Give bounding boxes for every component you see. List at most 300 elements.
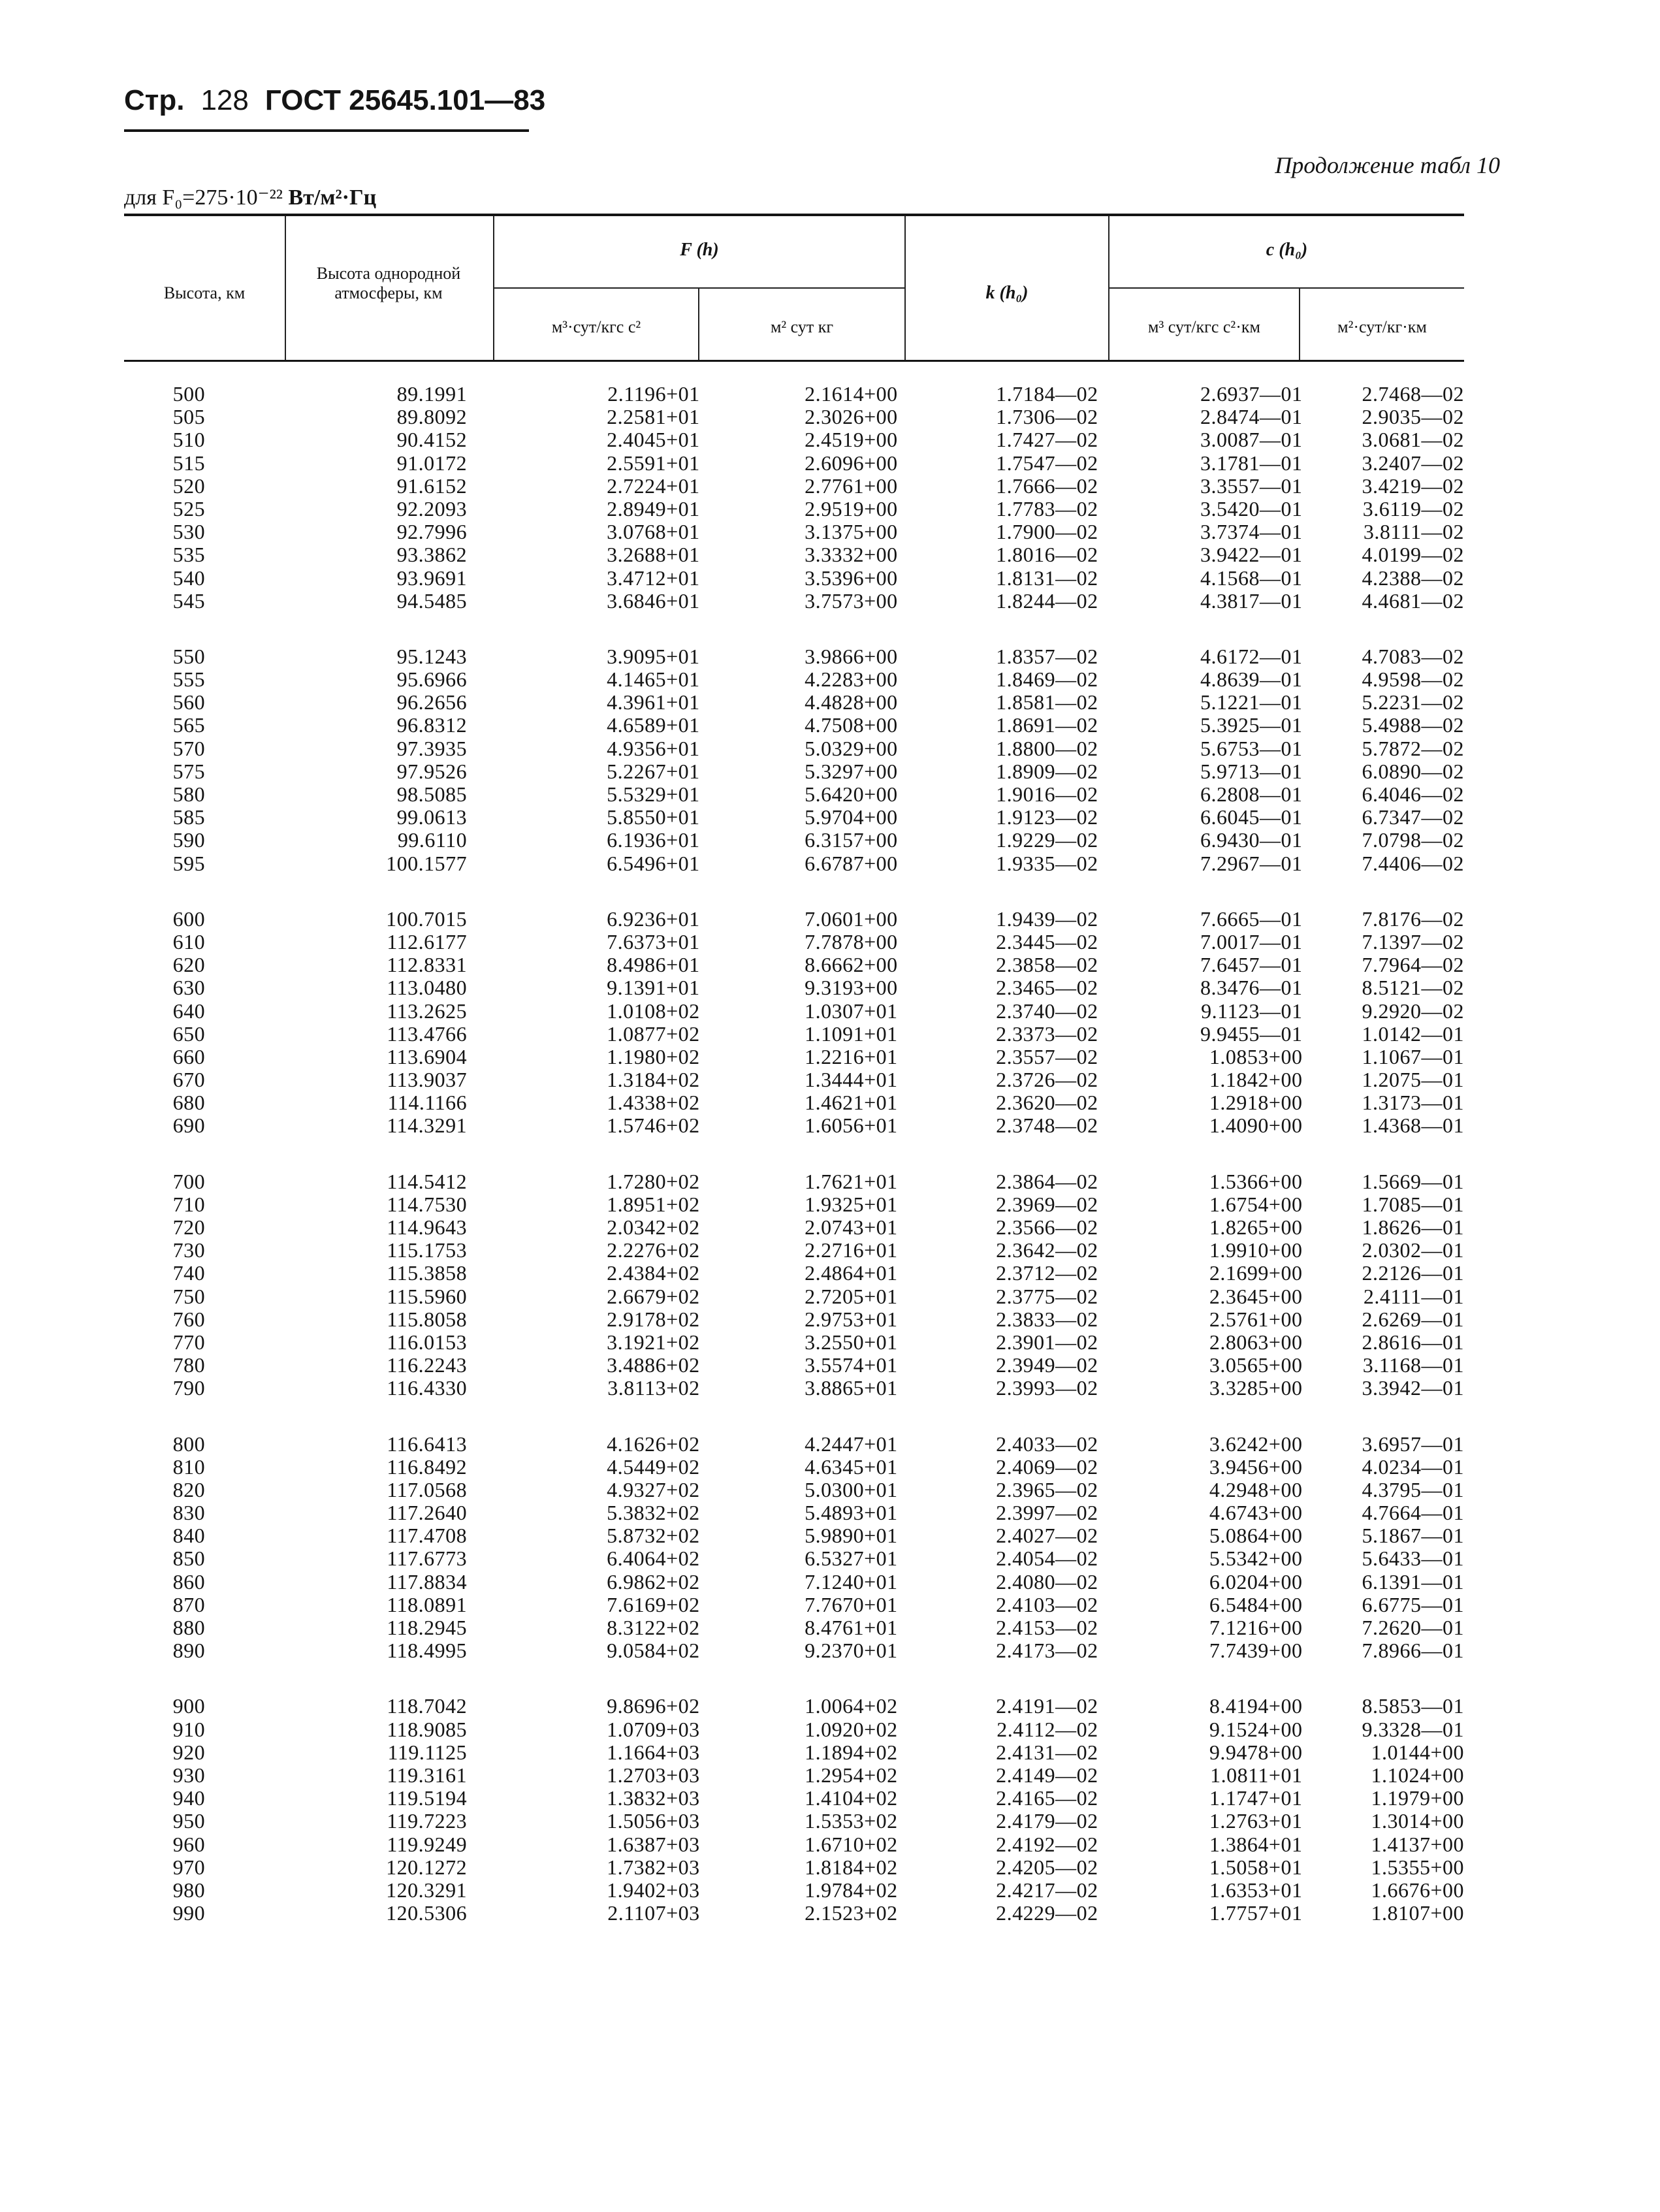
table-cell: 3.1921+02 (607, 1330, 700, 1354)
table-row (124, 908, 1464, 931)
table-cell: 670 (172, 1068, 206, 1092)
table-cell: 2.5761+00 (1209, 1307, 1303, 1331)
f-subheader-rule (494, 287, 904, 289)
table-cell: 8.4761+01 (805, 1616, 898, 1639)
table-cell: 2.3901—02 (996, 1330, 1098, 1354)
table-cell: 4.9356+01 (607, 736, 700, 760)
table-row (124, 1091, 1464, 1114)
table-cell: 118.0891 (387, 1592, 468, 1616)
table-row (124, 1114, 1464, 1137)
table-row (124, 1764, 1464, 1787)
table-cell: 1.7382+03 (607, 1855, 700, 1879)
table-row (124, 806, 1464, 829)
table-cell: 6.4064+02 (607, 1547, 700, 1571)
table-cell: 880 (172, 1616, 206, 1639)
table-cell: 2.7224+01 (607, 473, 700, 498)
table-row (124, 954, 1464, 976)
table-cell: 4.3817—01 (1200, 588, 1303, 613)
table-cell: 113.0480 (387, 976, 468, 1000)
table-cell: 6.9430—01 (1200, 828, 1303, 852)
table-cell: 100.1577 (386, 851, 468, 875)
table-cell: 1.4338+02 (607, 1091, 700, 1115)
table-row (124, 1833, 1464, 1856)
table-cell: 9.0584+02 (607, 1639, 700, 1663)
table-cell: 2.1699+00 (1209, 1261, 1303, 1285)
table-cell: 7.2967—01 (1200, 851, 1303, 875)
table-cell: 5.9890+01 (805, 1524, 898, 1548)
row-group (124, 908, 1464, 1138)
table-cell: 2.4519+00 (805, 428, 898, 452)
table-cell: 2.3645+00 (1209, 1284, 1303, 1308)
table-cell: 2.4229—02 (996, 1901, 1098, 1925)
page-header (124, 84, 545, 117)
table-cell: 1.1067—01 (1362, 1044, 1464, 1068)
table-cell: 6.9862+02 (607, 1569, 700, 1594)
table-cell: 770 (172, 1330, 206, 1354)
table-cell: 505 (172, 405, 206, 429)
table-row (124, 1695, 1464, 1718)
table-cell: 6.6775—01 (1362, 1592, 1464, 1616)
table-cell: 500 (172, 382, 206, 406)
table-row (124, 1262, 1464, 1285)
table-cell: 95.1243 (396, 644, 468, 668)
table-row (124, 1331, 1464, 1354)
table-cell: 117.2640 (387, 1501, 468, 1525)
table-cell: 1.8107+00 (1371, 1901, 1464, 1925)
table-cell: 1.9016—02 (996, 782, 1098, 806)
table-cell: 91.6152 (396, 473, 468, 498)
table-cell: 5.5342+00 (1209, 1547, 1303, 1571)
table-cell: 1.8909—02 (996, 759, 1098, 783)
table-cell: 9.1391+01 (607, 976, 700, 1000)
table-cell: 2.0743+01 (805, 1215, 898, 1239)
table-cell: 2.4045+01 (607, 428, 700, 452)
table-cell: 2.6096+00 (805, 451, 898, 475)
table-cell: 4.0234—01 (1362, 1454, 1464, 1479)
table-cell: 1.8626—01 (1362, 1215, 1464, 1239)
table-cell: 98.5085 (396, 782, 468, 806)
page-prefix: Стр. (124, 84, 185, 116)
table-cell: 7.7670+01 (805, 1592, 898, 1616)
table-cell: 595 (172, 851, 206, 875)
table-cell: 1.2703+03 (607, 1763, 700, 1787)
table-cell: 5.6420+00 (805, 782, 898, 806)
table-cell: 2.3858—02 (996, 953, 1098, 977)
table-row (124, 1787, 1464, 1810)
table-cell: 6.0890—02 (1362, 759, 1464, 783)
table-cell: 6.6045—01 (1200, 805, 1303, 829)
table-cell: 5.4893+01 (805, 1501, 898, 1525)
table-cell: 2.4153—02 (996, 1616, 1098, 1639)
table-cell: 700 (172, 1169, 206, 1193)
table-cell: 570 (172, 736, 206, 760)
table-cell: 650 (172, 1021, 206, 1046)
table-row (124, 1285, 1464, 1308)
table-row (124, 406, 1464, 428)
col-header-scale-height: Высота однородной атмосферы, км (316, 264, 461, 302)
table-cell: 7.6373+01 (607, 929, 700, 954)
table-cell: 970 (172, 1855, 206, 1879)
table-cell: 550 (172, 644, 206, 668)
page-number: 128 (200, 84, 249, 116)
table-cell: 910 (172, 1717, 206, 1741)
table-cell: 900 (172, 1694, 206, 1718)
table-cell: 4.6743+00 (1209, 1501, 1303, 1525)
table-cell: 114.5412 (387, 1169, 468, 1193)
table-cell: 9.9478+00 (1209, 1740, 1303, 1764)
table-cell: 115.8058 (387, 1307, 468, 1331)
table-cell: 4.2948+00 (1209, 1477, 1303, 1501)
table-cell: 8.5853—01 (1362, 1694, 1464, 1718)
table-cell: 1.7666—02 (996, 473, 1098, 498)
table-cell: 1.6710+02 (805, 1832, 898, 1856)
table-cell: 3.6242+00 (1209, 1432, 1303, 1456)
table-subtitle (124, 184, 376, 210)
table-cell: 1.0920+02 (805, 1717, 898, 1741)
row-group (124, 383, 1464, 613)
table-cell: 2.3726—02 (996, 1068, 1098, 1092)
table-cell: 5.6433—01 (1362, 1547, 1464, 1571)
table-cell: 510 (172, 428, 206, 452)
table-row (124, 783, 1464, 806)
table-cell: 2.9035—02 (1362, 405, 1464, 429)
table-cell: 3.0768+01 (607, 520, 700, 544)
table-cell: 1.2075—01 (1362, 1068, 1464, 1092)
table-cell: 8.4194+00 (1209, 1694, 1303, 1718)
table-cell: 1.7547—02 (996, 451, 1098, 475)
table-cell: 89.1991 (396, 382, 468, 406)
table-cell: 2.2581+01 (607, 405, 700, 429)
table-cell: 6.9236+01 (607, 906, 700, 931)
table-cell: 1.6676+00 (1371, 1878, 1464, 1902)
table-cell: 2.3997—02 (996, 1501, 1098, 1525)
table-cell: 1.8469—02 (996, 667, 1098, 692)
table-cell: 120.5306 (386, 1901, 468, 1925)
table-cell: 118.4995 (387, 1639, 468, 1663)
table-cell: 120.1272 (386, 1855, 468, 1879)
col-header-f-unit2: м² сут кг (770, 317, 834, 336)
table-row (124, 668, 1464, 691)
table-row (124, 1377, 1464, 1400)
table-row (124, 1902, 1464, 1925)
table-row (124, 498, 1464, 521)
table-cell: 2.3566—02 (996, 1215, 1098, 1239)
table-cell: 640 (172, 999, 206, 1023)
table-row (124, 1594, 1464, 1616)
table-cell: 114.3291 (387, 1114, 468, 1138)
table-cell: 585 (172, 805, 206, 829)
table-cell: 3.1168—01 (1362, 1353, 1464, 1377)
table-cell: 2.4217—02 (996, 1878, 1098, 1902)
table-cell: 1.0108+02 (607, 999, 700, 1023)
table-cell: 2.3965—02 (996, 1477, 1098, 1501)
table-cell: 1.5366+00 (1209, 1169, 1303, 1193)
table-cell: 8.3476—01 (1200, 976, 1303, 1000)
table-cell: 97.3935 (396, 736, 468, 760)
table-cell: 2.3557—02 (996, 1044, 1098, 1068)
table-cell: 113.6904 (387, 1044, 468, 1068)
table-cell: 3.8113+02 (607, 1376, 700, 1400)
table-cell: 1.1747+01 (1209, 1786, 1303, 1810)
table-cell: 7.2620—01 (1362, 1616, 1464, 1639)
table-cell: 9.3328—01 (1362, 1717, 1464, 1741)
table-cell: 3.0087—01 (1200, 428, 1303, 452)
table-row (124, 1571, 1464, 1594)
table-cell: 2.4111—01 (1363, 1284, 1464, 1308)
table-cell: 2.7468—02 (1362, 382, 1464, 406)
table-cell: 6.5496+01 (607, 851, 700, 875)
table-cell: 2.4069—02 (996, 1454, 1098, 1479)
table-row (124, 1433, 1464, 1456)
table-cell: 2.3969—02 (996, 1192, 1098, 1216)
table-cell: 4.1626+02 (607, 1432, 700, 1456)
table-cell: 2.0302—01 (1362, 1238, 1464, 1262)
table-cell: 4.5449+02 (607, 1454, 700, 1479)
table-cell: 530 (172, 520, 206, 544)
table-cell: 7.0798—02 (1362, 828, 1464, 852)
table-cell: 7.6457—01 (1200, 953, 1303, 977)
table-cell: 3.6846+01 (607, 588, 700, 613)
table-row (124, 1718, 1464, 1741)
table-cell: 2.4149—02 (996, 1763, 1098, 1787)
table-cell: 1.4090+00 (1209, 1114, 1303, 1138)
table-cell: 3.5396+00 (805, 566, 898, 590)
table-cell: 1.1894+02 (805, 1740, 898, 1764)
table-cell: 3.3942—01 (1362, 1376, 1464, 1400)
table-cell: 90.4152 (396, 428, 468, 452)
table-cell: 7.8966—01 (1362, 1639, 1464, 1663)
table-cell: 1.6353+01 (1209, 1878, 1303, 1902)
table-cell: 1.0853+00 (1209, 1044, 1303, 1068)
table-cell: 2.8474—01 (1200, 405, 1303, 429)
table-cell: 1.3864+01 (1209, 1832, 1303, 1856)
table-cell: 4.8639—01 (1200, 667, 1303, 692)
table-cell: 9.1524+00 (1209, 1717, 1303, 1741)
table-cell: 5.5329+01 (607, 782, 700, 806)
table-cell: 1.2216+01 (805, 1044, 898, 1068)
table-cell: 1.4137+00 (1371, 1832, 1464, 1856)
table-cell: 3.2550+01 (805, 1330, 898, 1354)
table-cell: 3.0681—02 (1362, 428, 1464, 452)
table-cell: 1.9335—02 (996, 851, 1098, 875)
table-cell: 7.1397—02 (1362, 929, 1464, 954)
table-continuation-label: Продолжение табл 10 (1275, 152, 1500, 178)
table-cell: 3.9456+00 (1209, 1454, 1303, 1479)
table-cell: 3.1375+00 (805, 520, 898, 544)
row-group (124, 645, 1464, 875)
table-cell: 5.3925—01 (1200, 713, 1303, 737)
table-cell: 4.1568—01 (1200, 566, 1303, 590)
table-row (124, 383, 1464, 406)
table-cell: 119.3161 (387, 1763, 468, 1787)
table-cell: 800 (172, 1432, 206, 1456)
table-cell: 1.9784+02 (805, 1878, 898, 1902)
table-cell: 3.3332+00 (805, 543, 898, 567)
table-cell: 590 (172, 828, 206, 852)
table-cell: 2.3864—02 (996, 1169, 1098, 1193)
table-cell: 7.1240+01 (805, 1569, 898, 1594)
table-cell: 1.7280+02 (607, 1169, 700, 1193)
table-cell: 5.0329+00 (805, 736, 898, 760)
table-cell: 1.9325+01 (805, 1192, 898, 1216)
table-cell: 2.3740—02 (996, 999, 1098, 1023)
table-cell: 2.4191—02 (996, 1694, 1098, 1718)
table-cell: 2.3642—02 (996, 1238, 1098, 1262)
table-cell: 3.6957—01 (1362, 1432, 1464, 1456)
table-cell: 5.2231—02 (1362, 690, 1464, 714)
table-cell: 112.8331 (387, 953, 468, 977)
table-cell: 1.3184+02 (607, 1068, 700, 1092)
table-cell: 1.3832+03 (607, 1786, 700, 1810)
table-row (124, 1170, 1464, 1193)
table-row (124, 852, 1464, 875)
table-cell: 2.9178+02 (607, 1307, 700, 1331)
table-cell: 6.1391—01 (1362, 1569, 1464, 1594)
table-cell: 2.8949+01 (607, 496, 700, 521)
table-cell: 114.1166 (387, 1091, 468, 1115)
table-cell: 5.0864+00 (1209, 1524, 1303, 1548)
table-cell: 96.2656 (396, 690, 468, 714)
table-cell: 690 (172, 1114, 206, 1138)
table-cell: 1.1091+01 (805, 1021, 898, 1046)
col-header-altitude: Высота, км (163, 283, 246, 302)
table-cell: 8.3122+02 (607, 1616, 700, 1639)
table-row (124, 567, 1464, 590)
table-cell: 2.4103—02 (996, 1592, 1098, 1616)
table-cell: 9.2370+01 (805, 1639, 898, 1663)
table-cell: 3.0565+00 (1209, 1353, 1303, 1377)
table-cell: 92.2093 (396, 496, 468, 521)
table-cell: 2.3949—02 (996, 1353, 1098, 1377)
table-cell: 2.3833—02 (996, 1307, 1098, 1331)
table-cell: 2.4384+02 (607, 1261, 700, 1285)
table-cell: 1.3014+00 (1371, 1809, 1464, 1833)
table-cell: 8.4986+01 (607, 953, 700, 977)
table-cell: 4.2283+00 (805, 667, 898, 692)
table-cell: 1.5058+01 (1209, 1855, 1303, 1879)
table-cell: 5.7872—02 (1362, 736, 1464, 760)
table-cell: 117.6773 (387, 1547, 468, 1571)
table-cell: 93.3862 (396, 543, 468, 567)
col-header-c: c (h₀) (1266, 240, 1308, 260)
table-cell: 4.1465+01 (607, 667, 700, 692)
table-cell: 5.9704+00 (805, 805, 898, 829)
table-cell: 7.6169+02 (607, 1592, 700, 1616)
table-row (124, 1479, 1464, 1501)
table-row (124, 1810, 1464, 1833)
table-cell: 6.5484+00 (1209, 1592, 1303, 1616)
table-cell: 2.4054—02 (996, 1547, 1098, 1571)
table-cell: 113.2625 (387, 999, 468, 1023)
table-cell: 2.1107+03 (607, 1901, 700, 1925)
table-cell: 7.7878+00 (805, 929, 898, 954)
table-cell: 2.3712—02 (996, 1261, 1098, 1285)
table-cell: 1.1024+00 (1371, 1763, 1464, 1787)
table-cell: 515 (172, 451, 206, 475)
table-cell: 720 (172, 1215, 206, 1239)
table-cell: 860 (172, 1569, 206, 1594)
table-cell: 114.9643 (387, 1215, 468, 1239)
table-cell: 790 (172, 1376, 206, 1400)
table-cell: 1.9910+00 (1209, 1238, 1303, 1262)
table-cell: 4.9327+02 (607, 1477, 700, 1501)
table-cell: 3.4219—02 (1362, 473, 1464, 498)
table-row (124, 1000, 1464, 1023)
table-cell: 8.5121—02 (1362, 976, 1464, 1000)
table-cell: 116.2243 (387, 1353, 468, 1377)
table-cell: 120.3291 (386, 1878, 468, 1902)
table-cell: 3.1781—01 (1200, 451, 1303, 475)
table-cell: 1.8800—02 (996, 736, 1098, 760)
table-cell: 2.3373—02 (996, 1021, 1098, 1046)
table-cell: 2.7761+00 (805, 473, 898, 498)
table-cell: 7.7439+00 (1209, 1639, 1303, 1663)
col-header-f-unit1: м³·сут/кгс с² (551, 317, 641, 336)
table-cell: 1.5669—01 (1362, 1169, 1464, 1193)
table-cell: 3.7374—01 (1200, 520, 1303, 544)
table-cell: 2.1614+00 (805, 382, 898, 406)
table-row (124, 829, 1464, 852)
table-cell: 97.9526 (396, 759, 468, 783)
table-cell: 4.2388—02 (1362, 566, 1464, 590)
column-divider (285, 216, 286, 360)
table-row (124, 1239, 1464, 1262)
table-cell: 5.2267+01 (607, 759, 700, 783)
table-row (124, 1046, 1464, 1068)
table-cell: 1.8265+00 (1209, 1215, 1303, 1239)
table-cell: 99.6110 (397, 828, 468, 852)
table-cell: 2.3620—02 (996, 1091, 1098, 1115)
table-cell: 99.0613 (396, 805, 468, 829)
table-cell: 2.3748—02 (996, 1114, 1098, 1138)
table-row (124, 543, 1464, 566)
table-cell: 95.6966 (396, 667, 468, 692)
table-cell: 96.8312 (396, 713, 468, 737)
table-cell: 115.3858 (387, 1261, 468, 1285)
table-cell: 870 (172, 1592, 206, 1616)
table-cell: 2.4080—02 (996, 1569, 1098, 1594)
table-row (124, 1524, 1464, 1547)
table-cell: 3.2407—02 (1362, 451, 1464, 475)
table-row (124, 714, 1464, 737)
table-cell: 1.7621+01 (805, 1169, 898, 1193)
table-cell: 9.1123—01 (1201, 999, 1303, 1023)
table-cell: 525 (172, 496, 206, 521)
table-row (124, 1616, 1464, 1639)
table-cell: 1.9439—02 (996, 906, 1098, 931)
table-cell: 1.0709+03 (607, 1717, 700, 1741)
table-cell: 6.7347—02 (1362, 805, 1464, 829)
table-cell: 1.8184+02 (805, 1855, 898, 1879)
table-row (124, 1456, 1464, 1479)
table-row (124, 1501, 1464, 1524)
table-cell: 2.5591+01 (607, 451, 700, 475)
table-row (124, 737, 1464, 760)
table-cell: 610 (172, 929, 206, 954)
table-row (124, 1354, 1464, 1377)
row-group (124, 1170, 1464, 1400)
table-row (124, 1216, 1464, 1239)
table-cell: 4.7508+00 (805, 713, 898, 737)
table-cell: 2.3775—02 (996, 1284, 1098, 1308)
table-cell: 9.9455—01 (1200, 1021, 1303, 1046)
table-cell: 113.4766 (387, 1021, 468, 1046)
table-cell: 840 (172, 1524, 206, 1548)
table-row (124, 1023, 1464, 1046)
table-cell: 520 (172, 473, 206, 498)
table-cell: 1.6754+00 (1209, 1192, 1303, 1216)
table-cell: 116.6413 (387, 1432, 468, 1456)
